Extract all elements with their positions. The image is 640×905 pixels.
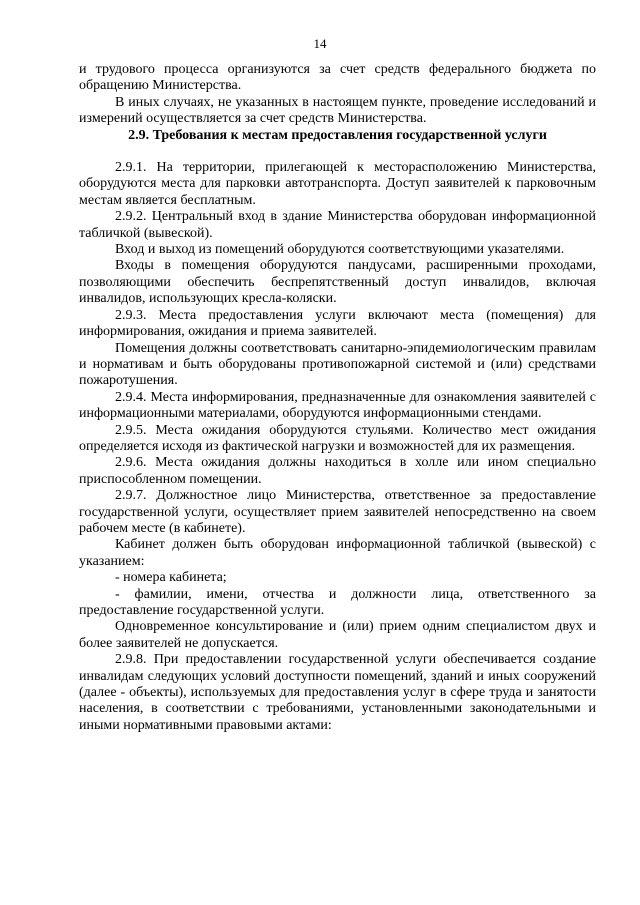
paragraph-continuation: и трудового процесса организуются за счет средств федерального бюджета по обращению Министерства. xyxy=(79,62,596,94)
paragraph: Кабинет должен быть оборудован информационной табличкой (вывеской) с указанием: xyxy=(79,537,596,569)
paragraph: 2.9.2. Центральный вход в здание Министерства оборудован информационной табличкой (вывеской). xyxy=(79,209,596,241)
paragraph: 2.9.7. Должностное лицо Министерства, ответственное за предоставление государственной услуги, осуществляет прием заявителей непосредственно на своем рабочем месте (в кабинете). xyxy=(79,488,596,536)
paragraph: 2.9.8. При предоставлении государственной услуги обеспечивается создание инвалидам следующих условий доступности помещений, зданий и иных сооружений (далее - объекты), используемых для предоставления услуг в сфере труда и занятости населения, в соответствии с требованиями, установленными законодательными и иными нормативными правовыми актами: xyxy=(79,652,596,733)
paragraph: В иных случаях, не указанных в настоящем пункте, проведение исследований и измерений осуществляется за счет средств Министерства. xyxy=(79,94,596,127)
paragraph: 2.9.1. На территории, прилегающей к месторасположению Министерства, оборудуются места для парковки автотранспорта. Доступ заявителей к парковочным местам является бесплатным. xyxy=(79,160,596,208)
list-item: - фамилии, имени, отчества и должности лица, ответственного за предоставление государственной услуги. xyxy=(79,586,596,618)
document-body xyxy=(79,62,596,734)
page-number: 14 xyxy=(313,36,327,51)
paragraph: Помещения должны соответствовать санитарно-эпидемиологическим правилам и нормативам и быть оборудованы противопожарной системой и (или) средствами пожаротушения. xyxy=(79,340,596,389)
paragraph: 2.9.3. Места предоставления услуги включают места (помещения) для информирования, ожидания и приема заявителей. xyxy=(79,307,596,340)
paragraph: Входы в помещения оборудуются пандусами, расширенными проходами, позволяющими обеспечить беспрепятственный доступ инвалидов, включая инвалидов, использующих кресла-коляски. xyxy=(79,258,596,307)
paragraph: Вход и выход из помещений оборудуются соответствующими указателями. xyxy=(115,242,565,258)
paragraph: Одновременное консультирование и (или) прием одним специалистом двух и более заявителей не допускается. xyxy=(79,619,596,651)
paragraph: 2.9.6. Места ожидания должны находиться в холле или ином специально приспособленном помещении. xyxy=(79,455,596,487)
list-item: - номера кабинета; xyxy=(115,570,227,586)
paragraph: 2.9.5. Места ожидания оборудуются стульями. Количество мест ожидания определяется исходя из фактической нагрузки и возможностей для их размещения. xyxy=(79,422,596,454)
paragraph: 2.9.4. Места информирования, предназначенные для ознакомления заявителей с информационными материалами, оборудуются информационными стендами. xyxy=(79,389,596,422)
section-heading: 2.9. Требования к местам предоставления государственной услуги xyxy=(128,127,547,143)
